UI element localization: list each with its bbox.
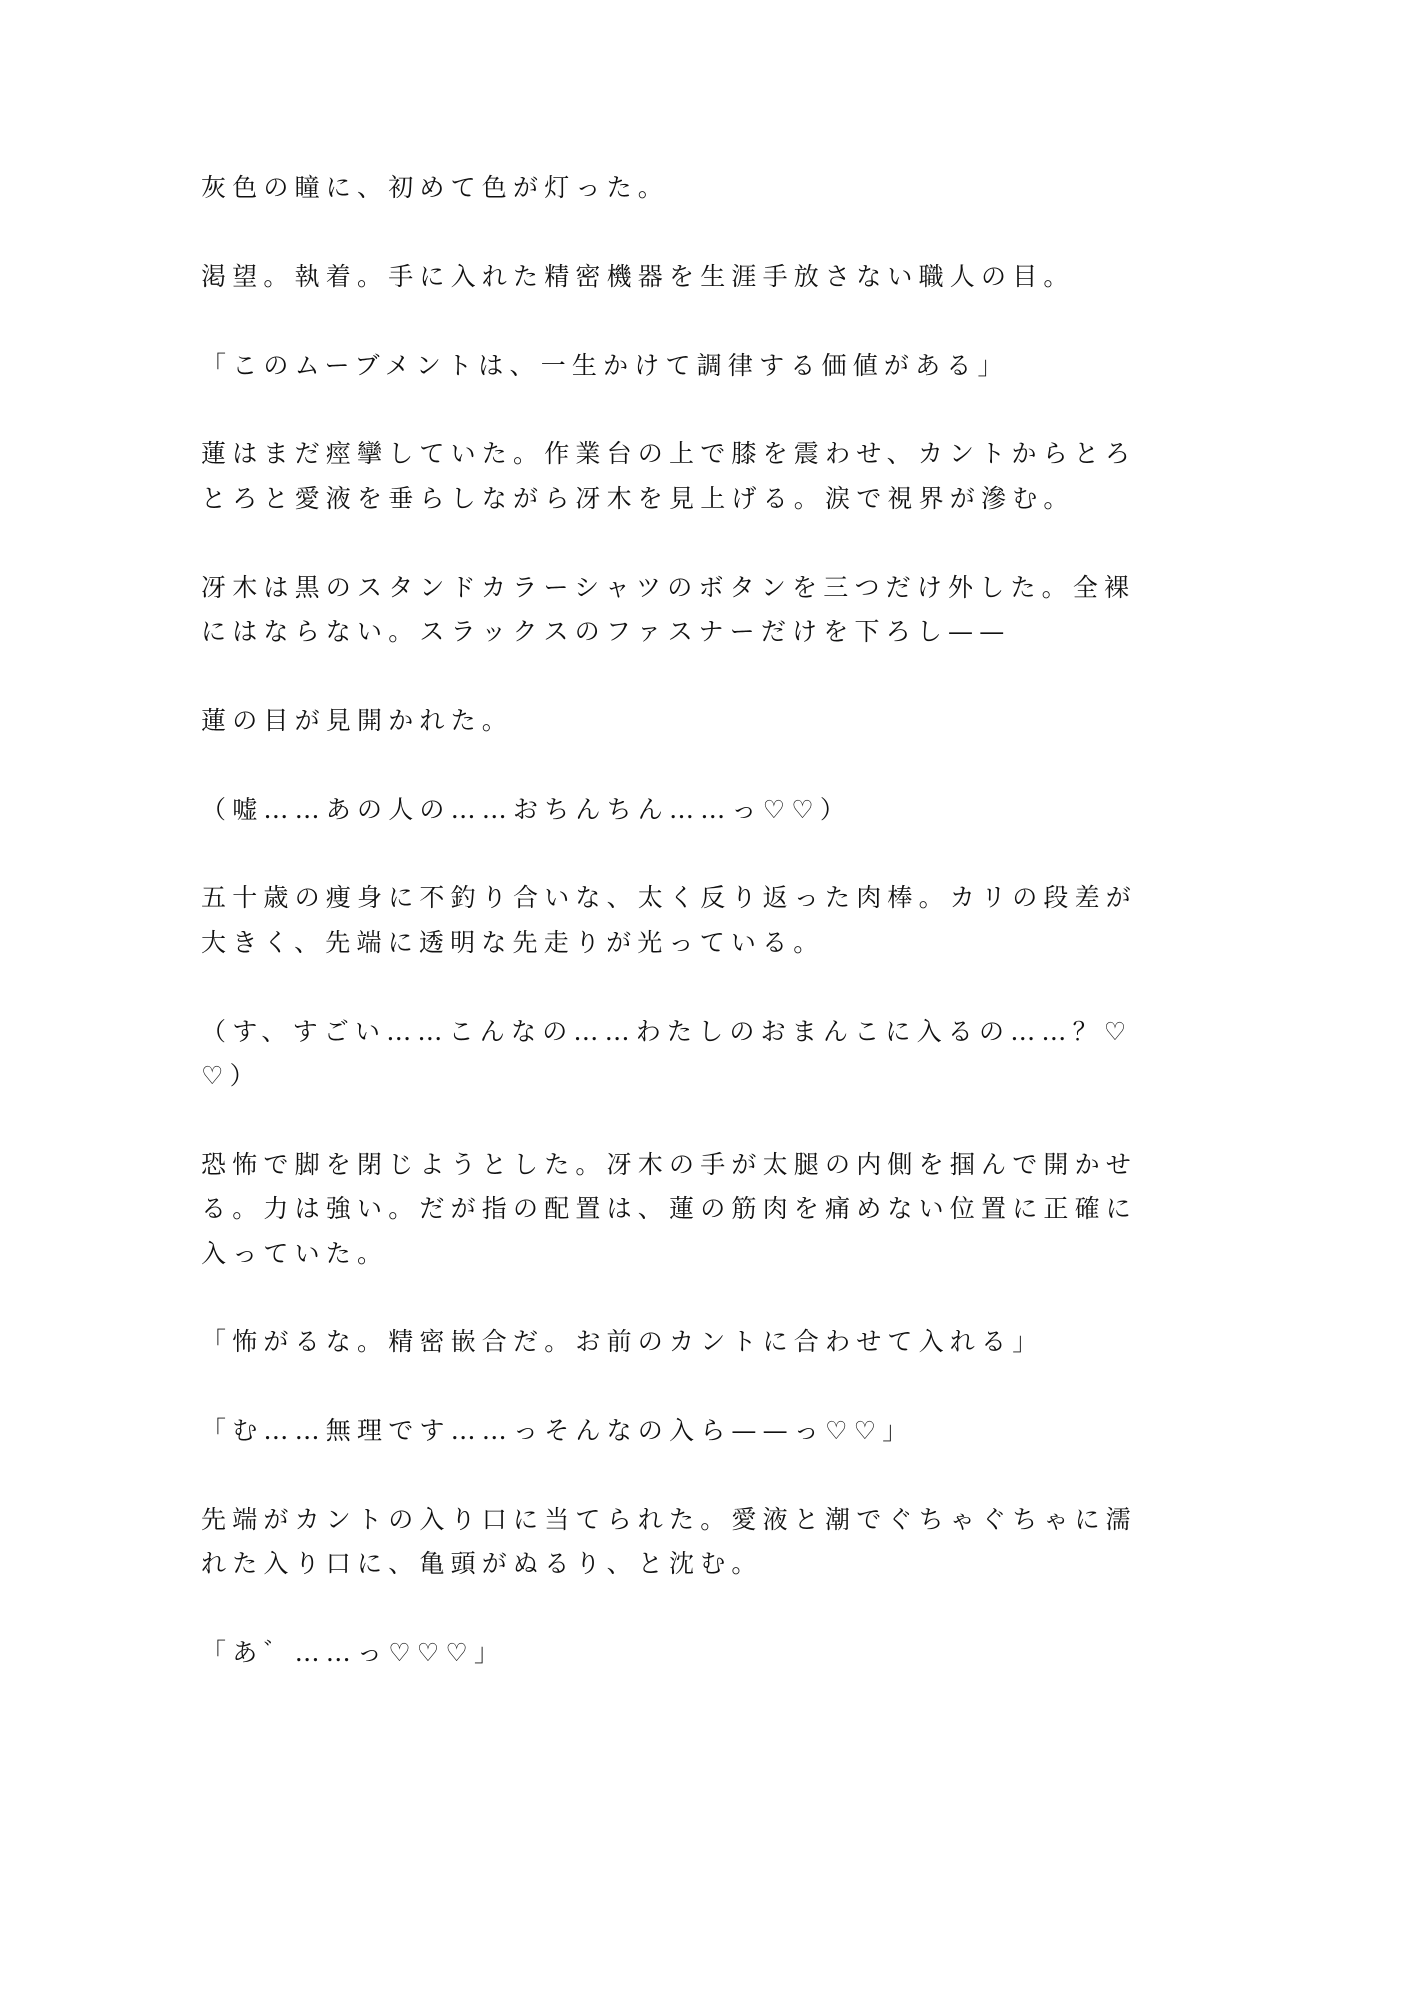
text-line: ♡） [201, 1061, 261, 1090]
paragraph [201, 166, 1221, 210]
paragraph [201, 876, 1221, 965]
text-line: 渇望。執着。手に入れた精密機器を生涯手放さない職人の目。 [201, 261, 1075, 291]
text-line: とろと愛液を垂らしながら冴木を見上げる。涙で視界が滲む。 [201, 483, 1075, 513]
paragraph [201, 1409, 1221, 1453]
text-line: 蓮はまだ痙攣していた。作業台の上で膝を震わせ、カントからとろ [201, 439, 1137, 469]
paragraph [201, 1631, 1221, 1675]
text-line: 先端がカントの入り口に当てられた。愛液と潮でぐちゃぐちゃに濡 [201, 1505, 1138, 1534]
paragraph [201, 255, 1221, 299]
text-line: 「怖がるな。精密嵌合だ。お前のカントに合わせて入れる」 [201, 1327, 1044, 1357]
text-line: （嘘……あの人の……おちんちん……っ♡♡） [201, 794, 852, 824]
paragraph [201, 432, 1221, 521]
text-line: 五十歳の痩身に不釣り合いな、太く反り返った肉棒。カリの段差が [201, 883, 1138, 913]
text-line: 「あ゛……っ♡♡♡」 [201, 1638, 506, 1668]
text-line: 灰色の瞳に、初めて色が灯った。 [201, 173, 670, 202]
text-line: 大きく、先端に透明な先走りが光っている。 [201, 927, 825, 957]
document-body [201, 166, 1221, 1720]
text-line: 冴木は黒のスタンドカラーシャツのボタンを三つだけ外した。全裸 [201, 572, 1136, 602]
text-line: 蓮の目が見開かれた。 [201, 705, 514, 735]
text-line: （す、すごい……こんなの……わたしのおまんこに入るの……？♡ [201, 1016, 1133, 1046]
paragraph [201, 566, 1221, 655]
paragraph [201, 788, 1221, 832]
text-line: 入っていた。 [201, 1238, 389, 1268]
text-line: る。力は強い。だが指の配置は、蓮の筋肉を痛めない位置に正確に [201, 1194, 1138, 1224]
paragraph [201, 344, 1221, 388]
paragraph [201, 699, 1221, 743]
paragraph [201, 1320, 1221, 1364]
text-line: 「このムーブメントは、一生かけて調律する価値がある」 [201, 350, 1009, 380]
paragraph [201, 1010, 1221, 1099]
text-line: にはならない。スラックスのファスナーだけを下ろし—— [201, 617, 1011, 646]
paragraph [201, 1498, 1221, 1587]
text-line: 恐怖で脚を閉じようとした。冴木の手が太腿の内側を掴んで開かせ [201, 1149, 1138, 1179]
text-line: れた入り口に、亀頭がぬるり、と沈む。 [201, 1549, 763, 1579]
text-line: 「む……無理です……っそんなの入ら——っ♡♡」 [201, 1416, 914, 1446]
paragraph [201, 1143, 1221, 1276]
